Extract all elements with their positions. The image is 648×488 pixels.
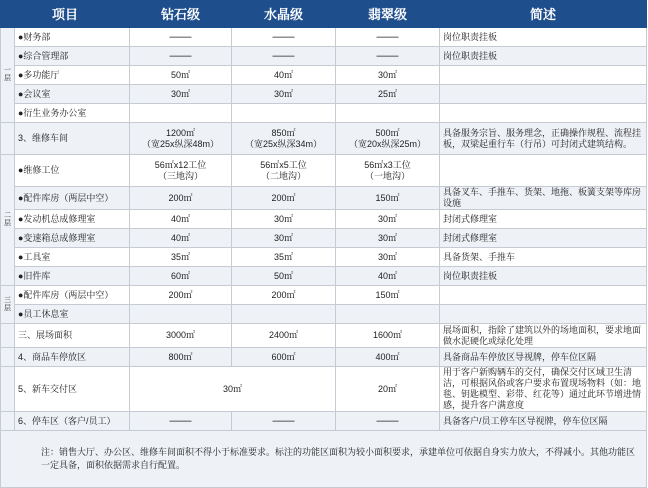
cell-emerald (336, 305, 440, 324)
cell-desc: 具备客户/员工停车区导视牌，停车位区隔 (440, 412, 647, 431)
cell-crystal: 850㎡ （宽25x纵深34m） (232, 123, 336, 155)
row-name: 5、新车交付区 (15, 367, 130, 412)
cell-emerald: 30㎡ (336, 66, 440, 85)
note-text: 注：销售大厅、办公区、维修车间面积不得小于标准要求。标注的功能区面积为较小面积要求，承建单位可依据自身实力放大，不得减小。其他功能区一定具备，面积依据需求自行配置。 (1, 431, 647, 488)
cell-diamond: —— (130, 47, 232, 66)
cell-crystal: 56㎡x5工位 （二地沟） (232, 155, 336, 187)
cell-diamond: 60㎡ (130, 267, 232, 286)
cell-diamond: —— (130, 28, 232, 47)
cell-emerald: 30㎡ (336, 210, 440, 229)
row-name: ●会议室 (15, 85, 130, 104)
cell-crystal (232, 305, 336, 324)
cell-desc: 封闭式修理室 (440, 229, 647, 248)
table-row (1, 47, 647, 66)
category-cell: 三层 (1, 286, 15, 324)
cell-crystal (232, 104, 336, 123)
row-name: ●配件库房（两层中空） (15, 286, 130, 305)
table-row (1, 412, 647, 431)
cell-emerald (336, 104, 440, 123)
cell-desc: 具备商品车停放区导视牌，停车位区隔 (440, 348, 647, 367)
header-emerald: 翡翠级 (336, 1, 440, 28)
row-name: 三、展场面积 (15, 324, 130, 348)
table-row (1, 85, 647, 104)
table-row (1, 104, 647, 123)
cell-desc: 展场面积，指除了建筑以外的场地面积，要求地面做水泥硬化或绿化处理 (440, 324, 647, 348)
table-row (1, 348, 647, 367)
cell-desc: 岗位职责挂板 (440, 28, 647, 47)
cell-desc (440, 286, 647, 305)
cell-crystal: 2400㎡ (232, 324, 336, 348)
category-cell: 一层 (1, 28, 15, 123)
cell-crystal: 35㎡ (232, 248, 336, 267)
cell-emerald: 400㎡ (336, 348, 440, 367)
cell-crystal: 30㎡ (232, 229, 336, 248)
cell-crystal: —— (232, 28, 336, 47)
table-row (1, 267, 647, 286)
row-name: 3、维修车间 (15, 123, 130, 155)
cell-desc: 具备叉车、手推车、货架、地拖、板簧支架等库房设施 (440, 187, 647, 210)
table-row (1, 324, 647, 348)
cell-desc (440, 155, 647, 187)
cell-emerald: 25㎡ (336, 85, 440, 104)
cell-desc: 岗位职责挂板 (440, 267, 647, 286)
cell-crystal: —— (232, 412, 336, 431)
cell-crystal: 50㎡ (232, 267, 336, 286)
category-cell: 二层 (1, 155, 15, 286)
header-desc: 简述 (440, 1, 647, 28)
row-name: ●财务部 (15, 28, 130, 47)
cell-diamond (130, 104, 232, 123)
row-name: ●配件库房（两层中空） (15, 187, 130, 210)
cell-desc: 用于客户新购辆车的交付，确保交付区域卫生清洁，可根据风俗或客户要求布置现场物料（如：地毯、钥匙模型、彩带、红花等）通过此环节增进情感，提升客户满意度 (440, 367, 647, 412)
cell-diamond: 40㎡ (130, 229, 232, 248)
cell-desc (440, 305, 647, 324)
cell-diamond: 56㎡x12工位 （三地沟） (130, 155, 232, 187)
cell-desc (440, 104, 647, 123)
cell-desc: 封闭式修理室 (440, 210, 647, 229)
header-item: 项目 (1, 1, 130, 28)
cell-emerald: 20㎡ (336, 367, 440, 412)
table-row (1, 28, 647, 47)
table-row (1, 123, 647, 155)
cell-emerald: 150㎡ (336, 187, 440, 210)
cell-desc: 具备货架、手推车 (440, 248, 647, 267)
cell-emerald: —— (336, 47, 440, 66)
table-row (1, 210, 647, 229)
cell-crystal: 30㎡ (232, 210, 336, 229)
cell-emerald: 30㎡ (336, 248, 440, 267)
row-name: 6、停车区（客户/员工） (15, 412, 130, 431)
cell-diamond: —— (130, 412, 232, 431)
row-name: ●多功能厅 (15, 66, 130, 85)
row-name: ●工具室 (15, 248, 130, 267)
cell-diamond: 40㎡ (130, 210, 232, 229)
cell-desc (440, 66, 647, 85)
cell-diamond: 200㎡ (130, 286, 232, 305)
header-diamond: 钻石级 (130, 1, 232, 28)
row-name: ●旧件库 (15, 267, 130, 286)
table-row (1, 155, 647, 187)
row-name: ●发动机总成修理室 (15, 210, 130, 229)
table-row (1, 305, 647, 324)
row-name: ●员工休息室 (15, 305, 130, 324)
cell-emerald: 56㎡x3工位 （一地沟） (336, 155, 440, 187)
cell-emerald: 1600㎡ (336, 324, 440, 348)
cell-diamond: 3000㎡ (130, 324, 232, 348)
table-row (1, 367, 647, 412)
table-row (1, 187, 647, 210)
cell-emerald: 40㎡ (336, 267, 440, 286)
row-name: ●综合管理部 (15, 47, 130, 66)
cell-desc: 具备服务宗旨、服务理念，正确操作规程、流程挂板，双梁起重行车（行吊）可封闭式建筑结构。 (440, 123, 647, 155)
cell-crystal: 200㎡ (232, 286, 336, 305)
cell-crystal: 40㎡ (232, 66, 336, 85)
cell-desc: 岗位职责挂板 (440, 47, 647, 66)
cell-diamond: 35㎡ (130, 248, 232, 267)
cell-emerald: 30㎡ (336, 229, 440, 248)
cell-diamond: 30㎡ (130, 85, 232, 104)
cell-crystal: 30㎡ (232, 85, 336, 104)
cell-diamond: 800㎡ (130, 348, 232, 367)
row-name: ●衍生业务办公室 (15, 104, 130, 123)
row-name: ●维修工位 (15, 155, 130, 187)
cell-desc (440, 85, 647, 104)
cell-emerald: —— (336, 412, 440, 431)
table-row (1, 66, 647, 85)
header-crystal: 水晶级 (232, 1, 336, 28)
cell-diamond (130, 305, 232, 324)
row-name: 4、商品车停放区 (15, 348, 130, 367)
cell-diamond-crystal: 30㎡ (130, 367, 336, 412)
table-row (1, 229, 647, 248)
cell-emerald: —— (336, 28, 440, 47)
row-name: ●变速箱总成修理室 (15, 229, 130, 248)
table-row (1, 248, 647, 267)
note-row (1, 431, 647, 488)
cell-emerald: 500㎡ （宽20x纵深25m） (336, 123, 440, 155)
cell-crystal: 600㎡ (232, 348, 336, 367)
cell-crystal: 200㎡ (232, 187, 336, 210)
cell-crystal: —— (232, 47, 336, 66)
cell-diamond: 200㎡ (130, 187, 232, 210)
header-row (1, 1, 647, 28)
cell-diamond: 1200㎡ （宽25x纵深48m） (130, 123, 232, 155)
cell-diamond: 50㎡ (130, 66, 232, 85)
table-row (1, 286, 647, 305)
cell-emerald: 150㎡ (336, 286, 440, 305)
